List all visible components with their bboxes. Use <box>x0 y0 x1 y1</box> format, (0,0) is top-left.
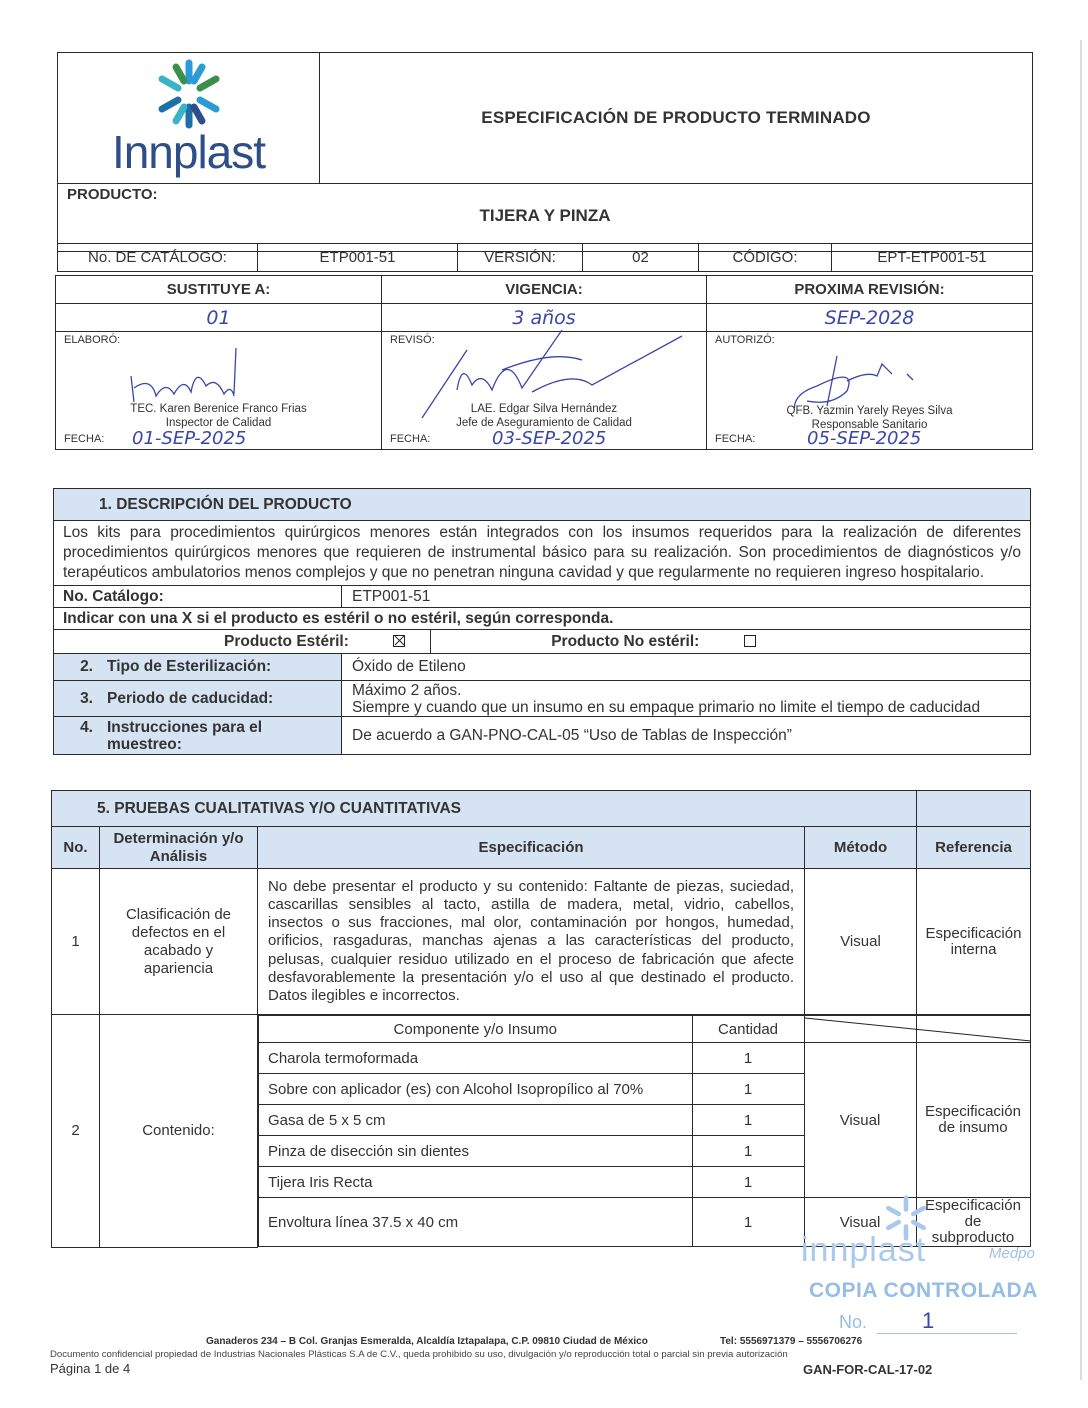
section5-title: 5. PRUEBAS CUALITATIVAS Y/O CUANTITATIVAS <box>52 791 917 827</box>
form-code: GAN-FOR-CAL-17-02 <box>803 1362 933 1377</box>
diagonal-cell <box>804 1016 916 1043</box>
method-last: Visual <box>804 1198 916 1247</box>
product-description: Los kits para procedimientos quirúrgicos menores están integrados con los insumos requeridos para la realización de diferentes procedimientos quirúrgicos menores que requieren de instrumental básico para su realización. Son procedimientos de diagnósticos y/o terapéuticos ambulatorios menos complejos y que no penetran ninguna cavidad y que regularmente no requieren ingreso hospitalario. <box>54 521 1031 586</box>
product-cell <box>58 184 1033 252</box>
expiry-line2: Siempre y cuando que un insumo en su empaque primario no limite el tiempo de caducidad <box>352 698 981 716</box>
catalog-version-row <box>57 243 1033 272</box>
reference-group: Especificación de insumo <box>916 1043 1030 1198</box>
col-reference: Referencia <box>917 827 1031 869</box>
catalog-label-s1: No. Catálogo: <box>54 586 342 608</box>
logo-cell <box>58 53 320 184</box>
document-header <box>57 52 1033 252</box>
code-label: CÓDIGO: <box>699 244 832 272</box>
catalog-label: No. DE CATÁLOGO: <box>58 244 258 272</box>
quantity-header: Cantidad <box>692 1016 804 1043</box>
autorizo-date-label: FECHA: <box>715 433 756 445</box>
elaboro-date-label: FECHA: <box>64 433 105 445</box>
component-row: Envoltura línea 37.5 x 40 cm 1 Visual Especificación de subproducto <box>259 1198 1031 1247</box>
section5-title-blank <box>917 791 1031 827</box>
code-value: EPT-ETP001-51 <box>832 244 1033 272</box>
non-sterile-option <box>431 630 1031 654</box>
catalog-value: ETP001-51 <box>258 244 458 272</box>
elaboro-name: TEC. Karen Berenice Franco Frias <box>130 403 307 415</box>
stamp-text: COPIA CONTROLADA <box>809 1279 1038 1302</box>
approval-block <box>55 275 1033 450</box>
col-no: No. <box>52 827 100 869</box>
component-row: Charola termoformada 1 Visual Especificación de insumo <box>259 1043 1031 1074</box>
validity-value: 3 años <box>382 304 707 332</box>
expiry-line1: Máximo 2 años. <box>352 681 462 699</box>
row1-determination: Clasificación de defectos en el acabado y apariencia <box>100 869 258 1015</box>
replaces-value: 01 <box>56 304 382 332</box>
component-header: Componente y/o Insumo <box>259 1016 693 1043</box>
next-review-label: PROXIMA REVISIÓN: <box>707 276 1033 304</box>
non-sterile-checkbox[interactable] <box>744 635 756 647</box>
footer-phone: Tel: 5556971379 – 5556706276 <box>720 1336 863 1347</box>
sampling-label: 4. Instrucciones para el muestreo: <box>54 717 342 755</box>
product-label: PRODUCTO: <box>67 186 158 203</box>
next-review-value: SEP-2028 <box>707 304 1033 332</box>
scan-edge <box>1080 40 1082 1380</box>
autorizo-role: Responsable Sanitario <box>811 419 928 431</box>
page-number: Página 1 de 4 <box>50 1361 131 1376</box>
autorizo-name: QFB. Yazmin Yarely Reyes Silva <box>786 405 953 417</box>
col-determination: Determinación y/o Análisis <box>100 827 258 869</box>
elaboro-label: ELABORÓ: <box>64 334 121 346</box>
expiry-value <box>342 681 1031 717</box>
stamp-no-label: No. <box>839 1312 868 1332</box>
sterile-label: Producto Estéril: <box>224 632 349 650</box>
section-product-description <box>53 488 1031 755</box>
innplast-logo-icon <box>154 59 224 129</box>
col-method: Método <box>805 827 917 869</box>
row1-no: 1 <box>52 869 100 1015</box>
signature-autorizo-icon <box>707 346 1033 408</box>
reviso-date: 03-SEP-2025 <box>492 428 607 449</box>
section-tests <box>51 790 1031 1248</box>
logo-text: Innplast <box>111 126 266 178</box>
version-value: 02 <box>583 244 699 272</box>
reviso-box <box>382 332 707 450</box>
reviso-date-label: FECHA: <box>390 433 431 445</box>
elaboro-role: Inspector de Calidad <box>165 417 272 429</box>
sterile-instruction: Indicar con una X si el producto es estéril o no estéril, según corresponda. <box>54 608 1031 630</box>
component-row: Sobre con aplicador (es) con Alcohol Isopropílico al 70% 1 <box>259 1074 1031 1105</box>
section1-title: 1. DESCRIPCIÓN DEL PRODUCTO <box>54 489 1031 521</box>
table-row <box>52 869 1031 1015</box>
elaboro-box <box>56 332 382 450</box>
component-row: Pinza de disección sin dientes 1 <box>259 1136 1031 1167</box>
row1-method: Visual <box>805 869 917 1015</box>
sterile-option <box>54 630 431 654</box>
autorizo-label: AUTORIZÓ: <box>715 334 775 346</box>
sterile-checkbox-checked[interactable] <box>393 635 405 647</box>
expiry-label: 3. Periodo de caducidad: <box>54 681 342 717</box>
reviso-role: Jefe de Aseguramiento de Calidad <box>456 417 632 429</box>
col-specification: Especificación <box>258 827 805 869</box>
footer-address: Ganaderos 234 – B Col. Granjas Esmeralda, Alcaldía Iztapalapa, C.P. 09810 Ciudad de México <box>206 1336 648 1347</box>
row1-specification: No debe presentar el producto y su contenido: Faltante de piezas, suciedad, cascarillas sensibles al tacto, astilla de madera, metal, vidrio, cabellos, insectos o sus fracciones, mal olor, contaminación por hongos, humedad, orificios, rasgaduras, manchas ajenas a las características del producto, pelusas, cualquier residuo utilizado en el proceso de fabricación que afecte desfavorablemente la presentación y/o el uso al que destinado el producto. Datos ilegibles e incorrectos. <box>258 869 805 1015</box>
sterilization-type-value: Óxido de Etileno <box>342 654 1031 681</box>
stamp-sub-brand: Medpo <box>989 1245 1035 1262</box>
controlled-copy-stamp <box>797 1195 1057 1345</box>
reference-last: Especificación de subproducto <box>916 1198 1030 1247</box>
row2-no: 2 <box>52 1015 100 1248</box>
component-row: Gasa de 5 x 5 cm 1 <box>259 1105 1031 1136</box>
footer-confidential: Documento confidencial propiedad de Industrias Nacionales Plásticas S.A de C.V., queda prohibido su uso, divulgación y/o reproducción total o parcial sin previa autorización <box>50 1349 788 1360</box>
elaboro-date: 01-SEP-2025 <box>132 428 247 449</box>
sampling-value: De acuerdo a GAN-PNO-CAL-05 “Uso de Tablas de Inspección” <box>342 717 1031 755</box>
reviso-name: LAE. Edgar Silva Hernández <box>470 403 618 415</box>
replaces-label: SUSTITUYE A: <box>56 276 382 304</box>
product-name: TIJERA Y PINZA <box>479 206 611 225</box>
stamp-logo-text: innplast <box>801 1231 927 1269</box>
version-label: VERSIÓN: <box>458 244 583 272</box>
row1-reference: Especificación interna <box>917 869 1031 1015</box>
stamp-no-value: 1 <box>922 1308 935 1333</box>
catalog-value-s1: ETP001-51 <box>342 586 1031 608</box>
reviso-label: REVISÓ: <box>390 334 435 346</box>
non-sterile-label: Producto No estéril: <box>551 632 700 650</box>
sterilization-type-label: 2. Tipo de Esterilización: <box>54 654 342 681</box>
validity-label: VIGENCIA: <box>382 276 707 304</box>
method-group: Visual <box>804 1043 916 1198</box>
diagonal-line-icon <box>805 1016 1031 1043</box>
row2-determination: Contenido: <box>100 1015 258 1248</box>
document-title: ESPECIFICACIÓN DE PRODUCTO TERMINADO <box>320 53 1033 184</box>
component-row: Tijera Iris Recta 1 <box>259 1167 1031 1198</box>
autorizo-date: 05-SEP-2025 <box>807 428 922 449</box>
stamp-no-line <box>877 1333 1017 1334</box>
autorizo-box <box>707 332 1033 450</box>
signature-elaboro-icon <box>56 346 382 408</box>
